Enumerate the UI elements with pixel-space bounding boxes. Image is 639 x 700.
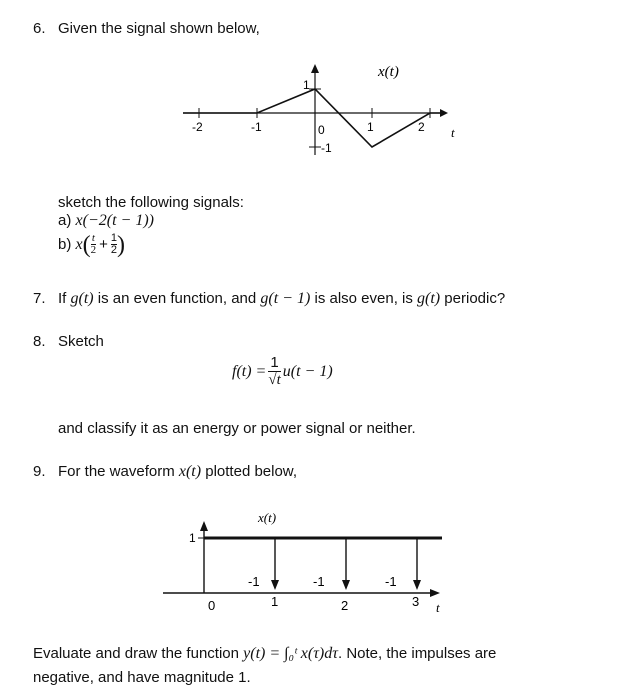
q6-part-b-frac1 <box>91 233 97 256</box>
q6-tick-label-0: 0 <box>318 123 325 137</box>
q8-f-lhs: f(t) = <box>232 362 267 380</box>
q8-f-rhs: u(t − 1) <box>282 362 333 380</box>
q7-number: 7. <box>33 290 46 307</box>
q9-impulse-3-arrow <box>413 580 421 590</box>
q7-text <box>58 290 505 308</box>
q8-text: Sketch <box>58 333 104 350</box>
q6-part-b-close-paren: ) <box>117 231 126 258</box>
q6-part-b-frac1-den: 2 <box>90 244 97 256</box>
q9-tick-label-0: 0 <box>208 598 216 613</box>
q6-sketch-text: sketch the following signals: <box>58 194 244 211</box>
q9-text-1: For the waveform <box>58 463 179 480</box>
q9-tick-label-3: 3 <box>412 594 420 609</box>
q6-part-b-plus: + <box>99 236 108 253</box>
q6-number: 6. <box>33 20 46 37</box>
q9-number: 9. <box>33 463 46 480</box>
q6-tick-label-1: 1 <box>367 120 374 134</box>
q9-signal-label: x(t) <box>258 510 277 525</box>
q9-eval-2: . Note, the impulses are <box>337 645 497 662</box>
q9-ylabel-1: 1 <box>189 531 196 545</box>
q9-impulse-label-2: -1 <box>313 574 325 589</box>
q7-g: g(t) <box>70 290 94 307</box>
q6-part-a <box>58 212 154 230</box>
q8-f-den: √t <box>268 372 281 388</box>
q6-part-b-frac2-num: 1 <box>110 232 118 244</box>
q6-signal-label: x(t) <box>378 64 399 80</box>
q9-impulse-2-arrow <box>342 580 350 590</box>
q7-g2: g(t) <box>417 290 441 307</box>
q6-part-b-x: x <box>75 235 83 253</box>
q9-text-2: plotted below, <box>201 463 297 480</box>
q6-t-axis-arrow <box>440 109 448 117</box>
q7-text-2: is an even function, and <box>93 290 261 307</box>
q6-ylabel-1: 1 <box>303 78 310 92</box>
q9-text <box>58 463 297 481</box>
q6-tick-label-2: 2 <box>418 120 425 134</box>
q9-impulse-1-arrow <box>271 580 279 590</box>
q7-g-shift: g(t − 1) <box>260 290 311 307</box>
q9-t-label: t <box>436 600 440 615</box>
q9-t-axis-arrow <box>430 589 440 597</box>
q6-y-axis-arrow <box>311 64 319 73</box>
q9-eval-expr: y(t) = ∫₀ᵗ x(τ)dτ <box>243 645 338 662</box>
q8-f-num: 1 <box>270 354 279 371</box>
q6-tick-label-neg1: -1 <box>251 120 262 134</box>
q8-formula <box>232 355 333 388</box>
q6-part-a-expr: x(−2(t − 1)) <box>75 212 154 229</box>
q9-impulse-label-1: -1 <box>248 574 260 589</box>
q6-part-b-frac1-num: t <box>91 232 95 244</box>
q6-part-b <box>58 233 125 256</box>
q9-tick-label-1: 1 <box>271 594 279 609</box>
q9-eval-line-2: negative, and have magnitude 1. <box>33 669 251 686</box>
q6-part-b-frac2-den: 2 <box>110 244 118 256</box>
q9-impulse-label-3: -1 <box>385 574 397 589</box>
q6-text: Given the signal shown below, <box>58 20 260 37</box>
q6-tick-label-neg2: -2 <box>192 120 203 134</box>
q7-text-4: periodic? <box>440 290 506 307</box>
q7-text-3: is also even, is <box>310 290 418 307</box>
q9-eval-line-1 <box>33 645 496 663</box>
q6-part-b-label: b) <box>58 236 72 253</box>
q6-t-label: t <box>451 125 455 140</box>
q8-number: 8. <box>33 333 46 350</box>
q6-part-b-open-paren: ( <box>82 231 91 258</box>
q9-y-axis-arrow <box>200 521 208 531</box>
q8-fraction <box>268 355 280 388</box>
q9-eval-1: Evaluate and draw the function <box>33 645 244 662</box>
q6-ylabel-neg1: -1 <box>321 141 332 155</box>
q6-signal-line <box>183 89 440 147</box>
q7-text-1: If <box>58 290 71 307</box>
q8-classify-text: and classify it as an energy or power signal or neither. <box>58 420 416 437</box>
q9-tick-label-2: 2 <box>341 598 349 613</box>
q9-x: x(t) <box>178 463 202 480</box>
q6-part-a-label: a) <box>58 212 72 229</box>
